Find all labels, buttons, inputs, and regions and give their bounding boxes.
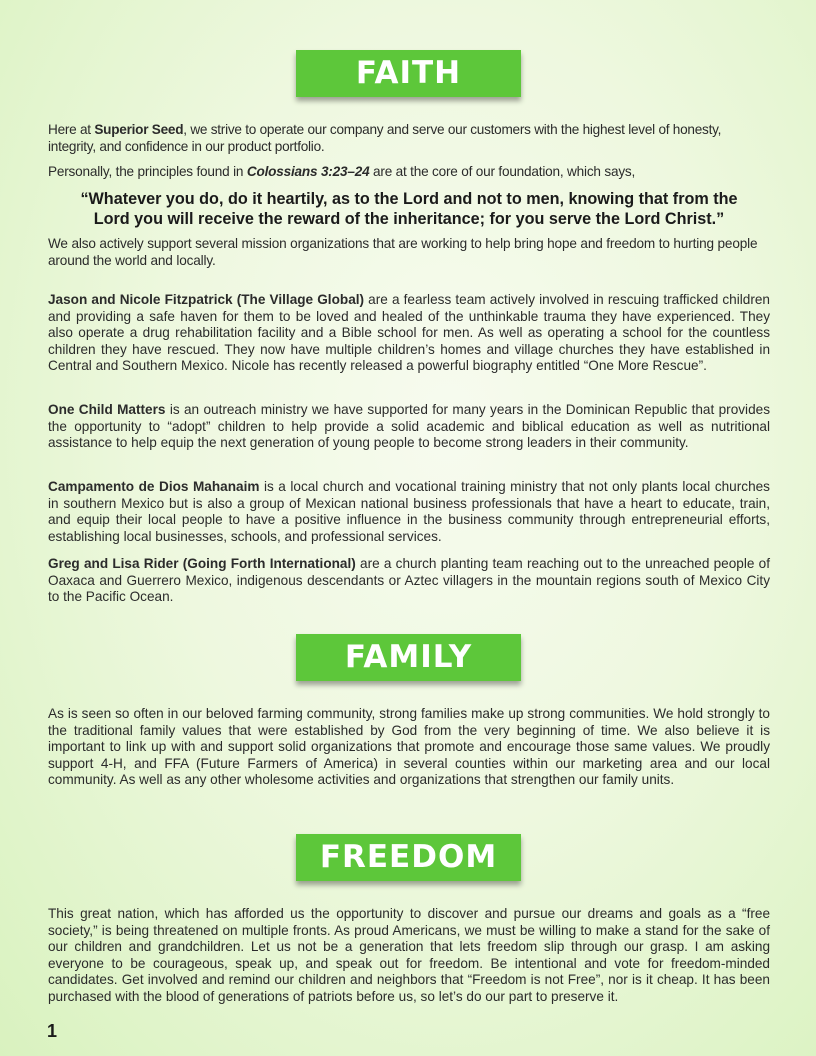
scripture-quote: [48, 189, 770, 229]
org-name: Jason and Nicole Fitzpatrick (The Village Global): [48, 292, 365, 307]
company-name-text: Superior Seed: [94, 122, 184, 137]
page-number: 1: [47, 1021, 58, 1041]
org-village-global: Jason and Nicole Fitzpatrick (The Village Global) are a fearless team actively involved in rescuing trafficked children and providing a safe haven for them to be loved and healed of the unthinkable trauma they have experienced. They also operate a drug rehabilitation facility and a Bible school for men. As well as operating a school for the countless children they have rescued. They now have multiple children’s homes and village churches they have established in Central and Southern Mexico. Nicole has recently released a powerful biography entitled “One More Rescue”.: [48, 292, 770, 374]
org-going-forth: Greg and Lisa Rider (Going Forth International) are a church planting team reaching out to the unreached people of Oaxaca and Guerrero Mexico, indigenous descendants or Aztec villagers in the mountain regions south of Mexico City to the Pacific Ocean.: [48, 556, 770, 605]
faith-principles: Personally, the principles found in Colossians 3:23–24 are at the core of our foundation, which says,: [48, 164, 636, 179]
freedom-text: This great nation, which has afforded us the opportunity to discover and pursue our dreams and goals as a “free society,” is being threatened on multiple fronts. As proud Americans, we must be willing to make a stand for the sake of our children and grandchildren. Let us not be a generation that lets freedom slip through our grasp. I am asking everyone to be courageous, speak up, and speak out for freedom. Be intentional and vote for freedom-minded candidates. Get involved and remind our children and neighbors that “Freedom is not Free”, nor is it cheap. It has been purchased with the blood of generations of patriots before us, so let’s do our part to preserve it.: [48, 906, 770, 1004]
quote-line-1: “Whatever you do, do it heartily, as to the Lord and not to men, knowing that from the: [80, 190, 738, 208]
quote-line-2: Lord you will receive the reward of the inheritance; for you serve the Lord Christ.”: [93, 210, 725, 228]
missions-intro: We also actively support several mission organizations that are working to help bring hope and freedom to hurting people around the world and locally.: [48, 236, 758, 268]
org-name: Greg and Lisa Rider (Going Forth International): [48, 556, 356, 571]
org-name: Campamento de Dios Mahanaim: [48, 479, 260, 494]
org-name: One Child Matters: [48, 402, 166, 417]
faith-heading: FAITH: [296, 50, 521, 97]
faith-intro: Here at Superior Seed, we strive to operate our company and serve our customers with the highest level of honesty, integrity, and confidence in our product portfolio.: [48, 122, 722, 154]
org-campamento: Campamento de Dios Mahanaim is a local church and vocational training ministry that not only plants local churches in southern Mexico but is also a group of Mexican national business professionals that have a heart to educate, train, and equip their local people to have a positive influence in the business community through entrepreneurial efforts, establishing local businesses, schools, and professional services.: [48, 479, 770, 544]
scripture-reference: Colossians 3:23–24: [246, 164, 370, 179]
freedom-heading: FREEDOM: [296, 834, 521, 881]
org-one-child-matters: One Child Matters is an outreach ministry we have supported for many years in the Dominican Republic that provides the opportunity to “adopt” children to help provide a solid academic and biblical education as well as nutritional assistance to help equip the next generation of young people to become strong leaders in their community.: [48, 402, 770, 451]
family-heading: FAMILY: [296, 634, 521, 681]
family-text: As is seen so often in our beloved farming community, strong families make up strong communities. We hold strongly to the traditional family values that were established by God from the very beginning of time. We also believe it is important to link up with and support solid organizations that promote and encourage those same values. We proudly support 4-H, and FFA (Future Farmers of America) in several counties within our marketing area and our local community. As well as any other wholesome activities and organizations that strengthen our family units.: [48, 706, 770, 788]
